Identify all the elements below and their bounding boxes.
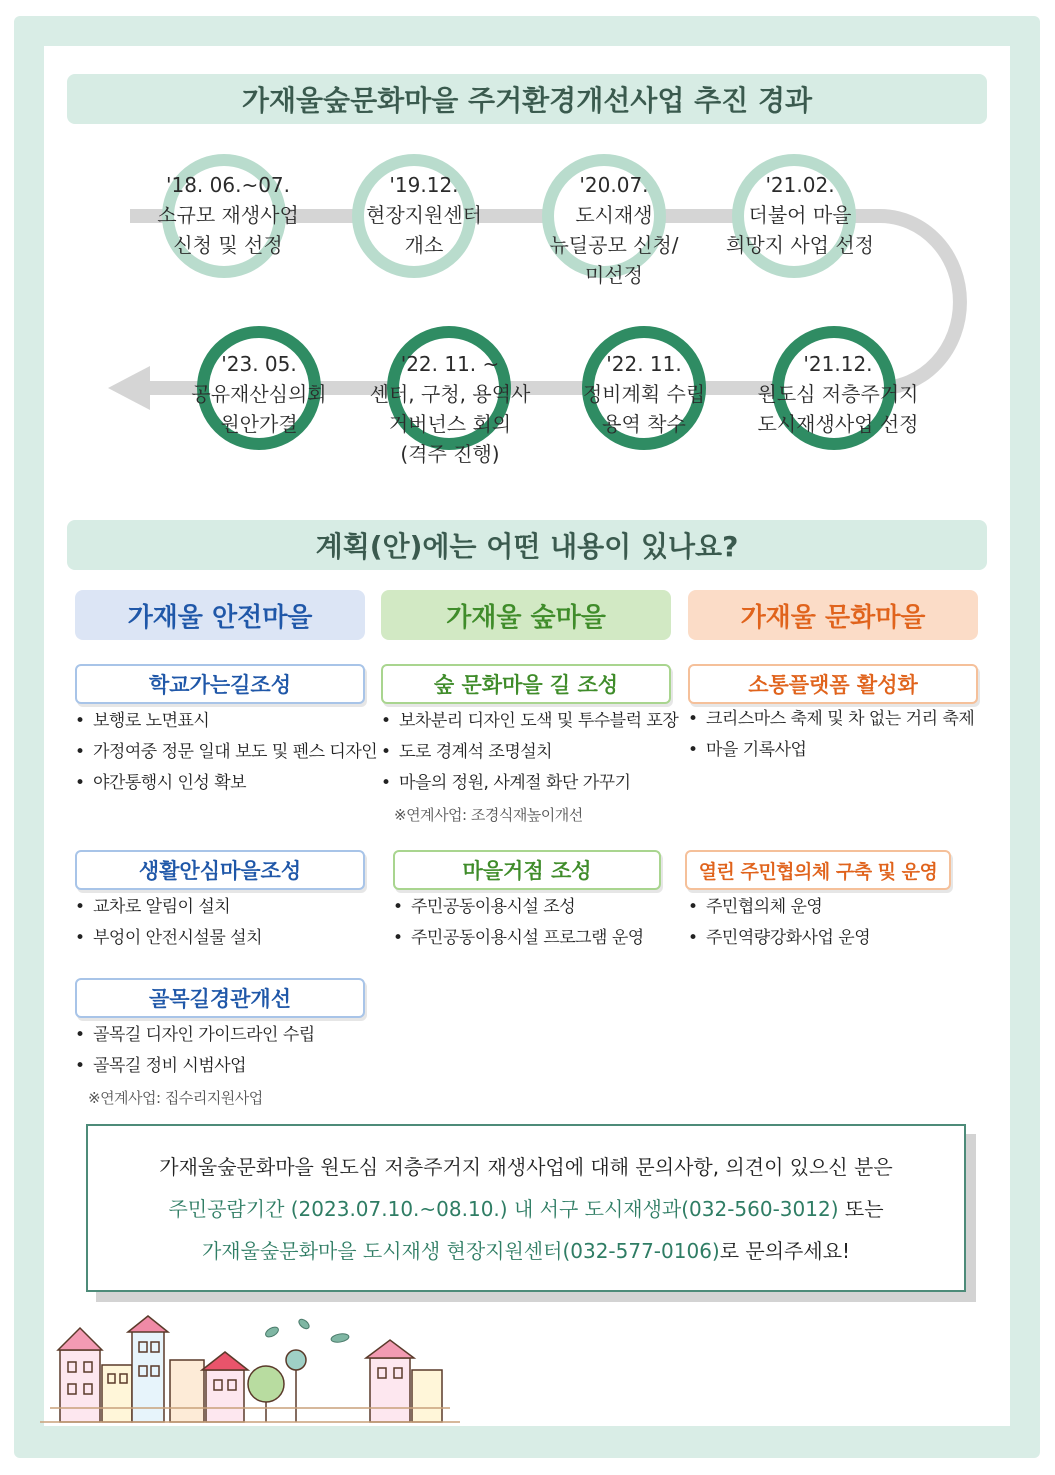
- step-line: 현장지원센터: [366, 203, 482, 227]
- step-line: 개소: [404, 233, 444, 257]
- safe-group-1-list: [75, 706, 377, 799]
- forest-group-1-title: 숲 문화마을 길 조성: [381, 664, 671, 704]
- culture-group-2-list: [688, 892, 870, 954]
- contact-center-phone: 가재울숲문화마을 도시재생 현장지원센터(032-577-0106): [201, 1239, 720, 1263]
- list-item: • 주민협의체 운영: [688, 892, 870, 923]
- step-line: 뉴딜공모 신청/: [549, 233, 679, 257]
- step-line: 도시재생: [575, 203, 653, 227]
- step-line: 신청 및 선정: [173, 233, 283, 257]
- forest-group-2-title: 마을거점 조성: [393, 850, 661, 890]
- forest-group-2-list: [393, 892, 644, 954]
- step-line: 더불어 마을: [748, 203, 852, 227]
- timeline-step-4: [726, 170, 874, 260]
- culture-group-2-title: 열린 주민협의체 구축 및 운영: [685, 850, 951, 890]
- list-item: • 골목길 디자인 가이드라인 수립: [75, 1020, 315, 1051]
- safe-group-3-note: ※연계사업: 집수리지원사업: [88, 1089, 263, 1107]
- timeline-step-6: [583, 349, 705, 439]
- step-line: 원도심 저층주거지: [757, 382, 919, 406]
- timeline-step-3: [549, 170, 678, 290]
- safe-group-3-title: 골목길경관개선: [75, 978, 365, 1018]
- list-item: • 교차로 알림이 설치: [75, 892, 262, 923]
- column-culture-title: 가재울 문화마을: [688, 590, 978, 640]
- contact-line-1: 가재울숲문화마을 원도심 저층주거지 재생사업에 대해 문의사항, 의견이 있으신 분은: [159, 1155, 893, 1179]
- step-line: 도시재생사업 선정: [757, 412, 919, 436]
- step-line: 용역 착수: [602, 412, 686, 436]
- step-date: '18. 06.~07.: [165, 173, 291, 197]
- village-illustration: [40, 1310, 460, 1428]
- step-line: 희망지 사업 선정: [726, 233, 874, 257]
- step-line: 센터, 구청, 용역사: [369, 382, 531, 406]
- step-line: 소규모 재생사업: [157, 203, 299, 227]
- step-date: '19.12.: [389, 173, 459, 197]
- list-item: • 주민공동이용시설 프로그램 운영: [393, 923, 644, 954]
- contact-line-2: [88, 1188, 964, 1230]
- step-date: '22. 11. ~: [400, 352, 500, 376]
- timeline-title: 가재울숲문화마을 주거환경개선사업 추진 경과: [67, 74, 987, 124]
- list-item: • 주민공동이용시설 조성: [393, 892, 644, 923]
- list-item: • 마을 기록사업: [688, 735, 974, 766]
- step-date: '22. 11.: [606, 352, 682, 376]
- timeline-step-8: [191, 349, 326, 439]
- list-item: • 골목길 정비 시범사업: [75, 1051, 315, 1082]
- step-line: 미선정: [585, 263, 643, 287]
- step-date: '20.07.: [579, 173, 649, 197]
- culture-group-1-title: 소통플랫폼 활성화: [688, 664, 978, 704]
- contact-period-phone: 주민공람기간 (2023.07.10.~08.10.) 내 서구 도시재생과(032-560-3012): [168, 1197, 839, 1221]
- plan-title: 계획(안)에는 어떤 내용이 있나요?: [67, 520, 987, 570]
- step-date: '23. 05.: [221, 352, 297, 376]
- contact-ask: 로 문의주세요!: [719, 1239, 851, 1263]
- safe-group-2-list: [75, 892, 262, 954]
- arrow-left-icon: [108, 366, 150, 410]
- forest-group-1-note: ※연계사업: 조경식재높이개선: [394, 806, 583, 824]
- list-item: • 야간통행시 인성 확보: [75, 768, 377, 799]
- culture-group-1-list: [688, 704, 974, 766]
- column-safe-title: 가재울 안전마을: [75, 590, 365, 640]
- step-line: (격주 진행): [400, 442, 500, 466]
- list-item: • 주민역량강화사업 운영: [688, 923, 870, 954]
- step-line: 원안가결: [220, 412, 298, 436]
- list-item: • 마을의 정원, 사계절 화단 가꾸기: [381, 768, 678, 799]
- safe-group-2-title: 생활안심마을조성: [75, 850, 365, 890]
- list-item: • 크리스마스 축제 및 차 없는 거리 축제: [688, 704, 974, 735]
- list-item: • 보행로 노면표시: [75, 706, 377, 737]
- list-item: • 도로 경계석 조명설치: [381, 737, 678, 768]
- timeline-step-2: [366, 170, 482, 260]
- step-date: '21.02.: [765, 173, 835, 197]
- contact-line-3: [88, 1230, 964, 1272]
- step-line: 정비계획 수립: [582, 382, 706, 406]
- timeline-step-1: [157, 170, 299, 260]
- step-line: 거버넌스 회의: [388, 412, 512, 436]
- column-forest-title: 가재울 숲마을: [381, 590, 671, 640]
- forest-group-1-list: [381, 706, 678, 799]
- safe-group-1-title: 학교가는길조성: [75, 664, 365, 704]
- step-line: 공유재산심의회: [191, 382, 327, 406]
- timeline-step-7: [370, 349, 531, 469]
- safe-group-3-list: [75, 1020, 315, 1082]
- list-item: • 가정여중 정문 일대 보도 및 펜스 디자인: [75, 737, 377, 768]
- contact-box: [86, 1124, 966, 1292]
- list-item: • 보차분리 디자인 도색 및 투수블럭 포장: [381, 706, 678, 737]
- step-date: '21.12.: [803, 352, 873, 376]
- timeline-step-5: [758, 349, 919, 439]
- contact-or: 또는: [838, 1197, 884, 1221]
- list-item: • 부엉이 안전시설물 설치: [75, 923, 262, 954]
